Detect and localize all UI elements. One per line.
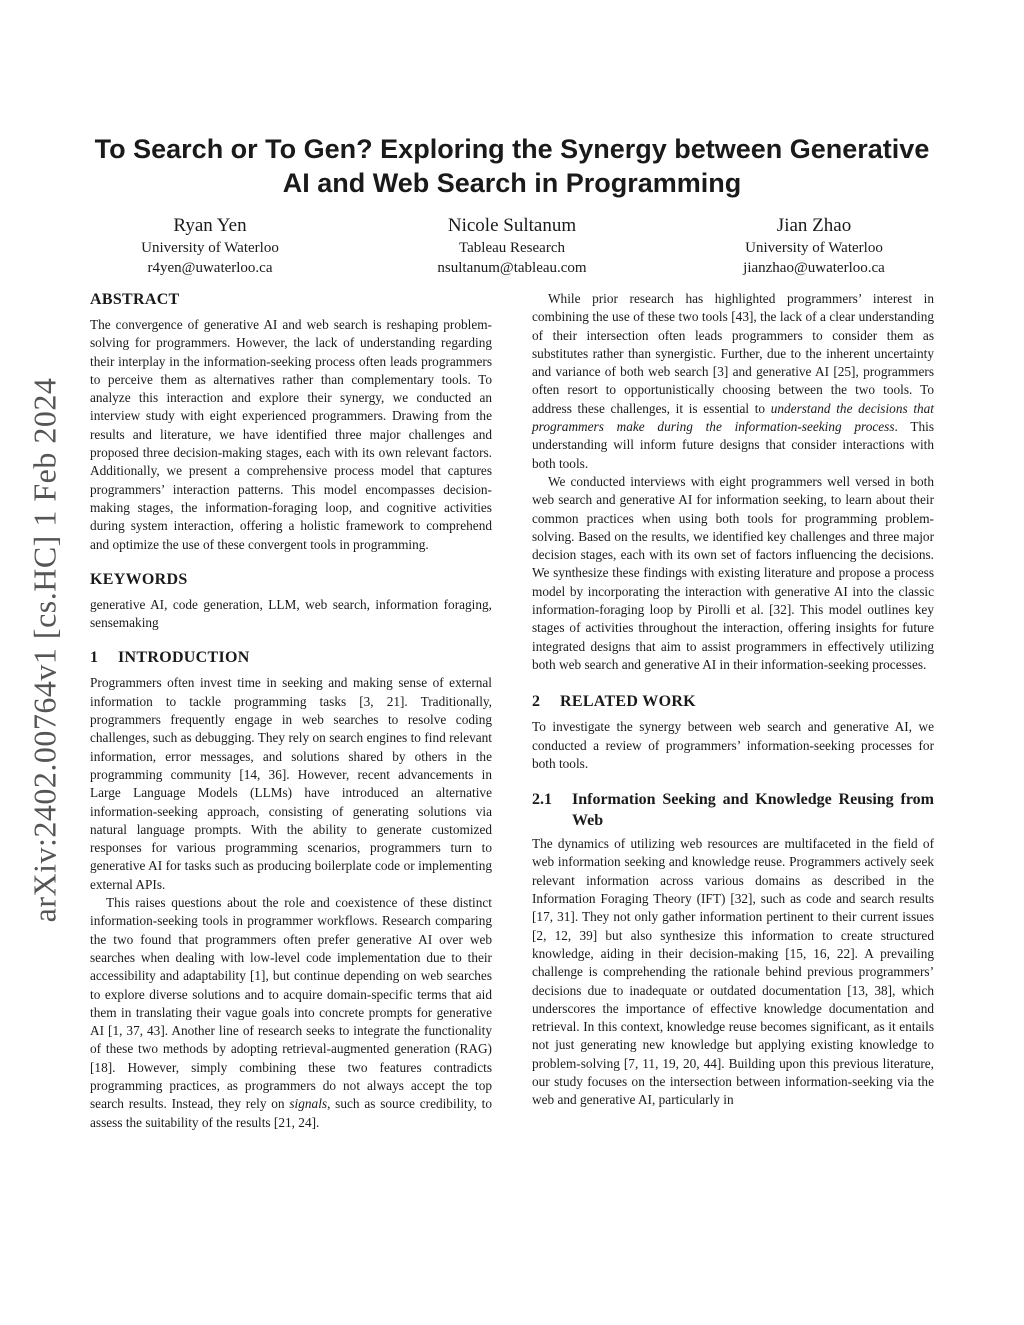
emphasis: signals bbox=[289, 1096, 328, 1112]
author-affiliation: Tableau Research bbox=[459, 240, 565, 256]
author-affiliation: University of Waterloo bbox=[745, 240, 883, 256]
emphasis: understand the decisions that programmers make during the information-seeking process bbox=[532, 400, 935, 435]
text-run: , such as source credibility, to assess the suitability of the results [21, 24]. bbox=[90, 1096, 492, 1130]
author-email: jianzhao@uwaterloo.ca bbox=[743, 260, 885, 276]
keywords-heading: KEYWORDS bbox=[90, 570, 188, 588]
section-title: RELATED WORK bbox=[560, 693, 696, 711]
abstract-text: The convergence of generative AI and web search is reshaping problem-solving for programmers. However, the lack of understanding regarding their interplay in the information-seeking process often leads programmers to perceive them as alternatives rather than complementary tools. To analyze this interaction and explore their synergy, we conducted an interview study with eight experienced programmers. Drawing from the results and literature, we have identified three major challenges and proposed three decision-making stages, each with its own relevant factors. Additionally, we present a comprehensive process model that captures programmers’ interaction patterns. This model encompasses decision-making stages, the information-foraging loop, and cognitive activities during system interaction, offering a holistic framework to comprehend and optimize the use of these convergent tools in programming. bbox=[90, 317, 492, 552]
abstract-heading: ABSTRACT bbox=[90, 291, 180, 308]
intro-paragraph-3 bbox=[532, 290, 934, 473]
author-name: Jian Zhao bbox=[776, 215, 852, 236]
section-number: 2 bbox=[532, 693, 541, 711]
section-number: 1 bbox=[90, 649, 99, 667]
author-1 bbox=[90, 214, 330, 278]
author-email: r4yen@uwaterloo.ca bbox=[147, 260, 273, 276]
author-name: Nicole Sultanum bbox=[447, 215, 577, 236]
related-work-heading bbox=[532, 692, 934, 712]
author-2 bbox=[392, 214, 632, 278]
section-title: INTRODUCTION bbox=[118, 649, 250, 667]
intro-paragraph-4: We conducted interviews with eight programmers well versed in both web search and generative AI for information seeking, to learn about their common practices when using both tools for programming problem-solving. Based on the results, we identified key challenges and three major decision stages, each with its own set of factors influencing the decisions. We synthesize these findings with existing literature and propose a process model by incorporating the interaction with generative AI into the classic information-foraging loop by Pirolli et al. [32]. This model outlines key stages of activities throughout the interaction, offering insights for future integrated designs that aim to assist programmers in effectively utilizing both web search and generative AI in their information-seeking processes. bbox=[532, 473, 934, 672]
subsection-title: Information Seeking and Knowledge Reusing from Web bbox=[572, 791, 934, 830]
paper-title: To Search or To Gen? Exploring the Synergy between Generative AI and Web Search in Programming bbox=[94, 134, 930, 198]
author-affiliation: University of Waterloo bbox=[141, 240, 279, 256]
arxiv-sidebar-stamp bbox=[20, 360, 70, 940]
subsection-heading bbox=[532, 789, 934, 831]
intro-paragraph-1: Programmers often invest time in seeking and making sense of external information to tackle programming tasks [3, 21]. Traditionally, programmers frequently engage in web searches to resolve coding challenges, such as debugging. They rely on search engines to find relevant information, error messages, and solutions shared by others in the programming community [14, 36]. However, recent advancements in Large Language Models (LLMs) have introduced an alternative information-seeking approach, consisting of generating solutions via natural language prompts. With the ability to generate customized responses for various programming scenarios, programmers turn to generative AI for tasks such as producing boilerplate code or implementing external APIs. bbox=[90, 675, 492, 892]
arxiv-identifier: arXiv:2402.00764v1 [cs.HC] 1 Feb 2024 bbox=[26, 377, 63, 923]
left-column bbox=[90, 290, 492, 1132]
text-run: While prior research has highlighted programmers’ interest in combining the use of these two tools [43], the lack of a clear understanding of their intersection often leads programmers to consider them as substitutes rather than synergistic. Further, due to the inherent uncertainty and variance of both web search [3] and generative AI [25], programmers often resort to opportunistically choosing between the two tools. To address these challenges, it is essential to bbox=[532, 291, 934, 416]
text-run: . This understanding will inform future designs that consider interactions with both tools. bbox=[532, 419, 934, 471]
author-email: nsultanum@tableau.com bbox=[437, 260, 587, 276]
intro-paragraph-2 bbox=[90, 894, 492, 1132]
subsection-text: The dynamics of utilizing web resources are multifaceted in the field of web information seeking and knowledge reuse. Programmers actively seek relevant information across various domains as described in the Information Foraging Theory (IFT) [32], such as code and search results [17, 31]. They not only gather information pertinent to their current issues [2, 12, 39] but also synthesize this information to create structured knowledge, aiding in their decision-making [15, 16, 22]. A prevailing challenge is comprehending the rationale behind previous programmers’ decisions due to inadequate or outdated documentation [13, 38], which underscores the importance of effective knowledge documentation and retrieval. In this context, knowledge reuse becomes significant, as it entails not just generating new knowledge but applying existing knowledge to problem-solving [7, 11, 19, 20, 44]. Building upon this previous literature, our study focuses on the intersection between information-seeking via the web and generative AI, particularly in bbox=[532, 836, 934, 1108]
related-work-intro: To investigate the synergy between web search and generative AI, we conducted a review of programmers’ information-seeking processes for both tools. bbox=[532, 719, 934, 771]
keywords-text: generative AI, code generation, LLM, web search, information foraging, sensemaking bbox=[90, 596, 492, 631]
introduction-heading bbox=[90, 648, 492, 668]
subsection-number: 2.1 bbox=[532, 791, 552, 809]
text-run: This raises questions about the role and coexistence of these distinct information-seeking tools in programmer workflows. Research comparing the two found that programmers often prefer generative AI over web searches when dealing with low-level code implementation due to their accessibility and adaptability [1], but continue depending on web searches to explore diverse solutions and to acquire domain-specific terms that aid them in translating their vague goals into concrete prompts for generative AI [1, 37, 43]. Another line of research seeks to integrate the functionality of these two methods by adopting retrieval-augmented generation (RAG) [18]. However, simply combining these two features contradicts programming practices, as programmers do not always accept the top search results. Instead, they rely on bbox=[90, 895, 492, 1112]
author-block bbox=[90, 214, 934, 278]
right-column bbox=[532, 290, 934, 1110]
author-name: Ryan Yen bbox=[173, 215, 247, 236]
author-3 bbox=[694, 214, 934, 278]
